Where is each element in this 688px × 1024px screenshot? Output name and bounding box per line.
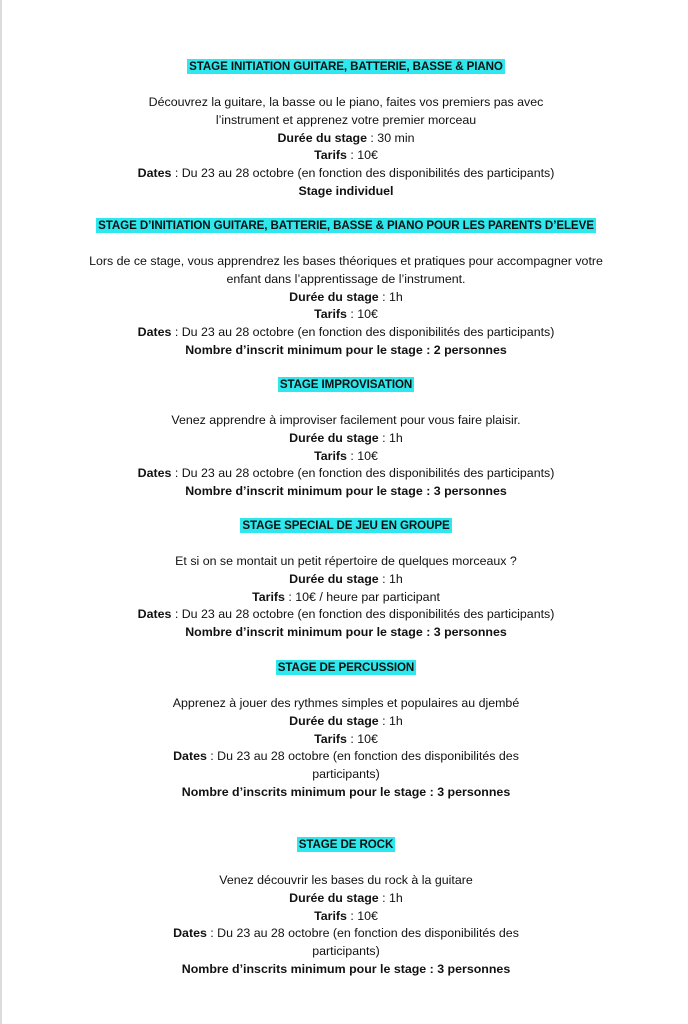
- duration-value: : 1h: [378, 713, 403, 728]
- section-title: STAGE D’INITIATION GUITARE, BATTERIE, BASSE & PIANO POUR LES PARENTS D’ELEVE: [98, 219, 594, 232]
- price-line: [2, 908, 688, 926]
- price-label: Tarifs: [314, 148, 347, 163]
- duration-line: [2, 130, 688, 148]
- note-line: [2, 961, 688, 979]
- price-label: Tarifs: [314, 448, 347, 463]
- description-line: l’instrument et apprenez votre premier morceau: [215, 112, 477, 127]
- section-group-play: [2, 516, 688, 642]
- section-body: [2, 872, 688, 979]
- note-line: [2, 624, 688, 642]
- price-line: [2, 589, 688, 607]
- dates-value: : Du 23 au 28 octobre (en fonction des disponibilités des participants): [171, 166, 555, 181]
- dates-line: [2, 606, 688, 624]
- price-line: [2, 306, 688, 324]
- section-body: [2, 695, 688, 802]
- dates-label: Dates: [173, 926, 207, 941]
- price-value: : 10€ / heure par participant: [284, 589, 440, 604]
- duration-line: [2, 571, 688, 589]
- section-title: STAGE SPECIAL DE JEU EN GROUPE: [242, 519, 450, 532]
- duration-value: : 1h: [378, 289, 403, 304]
- duration-label: Durée du stage: [289, 890, 379, 905]
- section-title: STAGE INITIATION GUITARE, BATTERIE, BASSE & PIANO: [189, 60, 503, 73]
- dates-label: Dates: [173, 749, 207, 764]
- section-body: [2, 553, 688, 642]
- section-parents: [2, 216, 688, 360]
- note-text: Nombre d’inscrit minimum pour le stage : 2 personnes: [185, 342, 507, 357]
- note-line: [2, 784, 688, 802]
- note-line: [2, 183, 688, 201]
- dates-line-continued: participants): [312, 944, 380, 959]
- dates-line: [2, 165, 688, 183]
- dates-value: : Du 23 au 28 octobre (en fonction des disponibilités des: [206, 926, 519, 941]
- duration-value: : 1h: [378, 890, 403, 905]
- section-body: [2, 94, 688, 201]
- duration-line: [2, 430, 688, 448]
- dates-label: Dates: [137, 325, 172, 340]
- price-line: [2, 731, 688, 749]
- section-rock: [2, 835, 688, 979]
- dates-label: Dates: [137, 466, 172, 481]
- dates-line: [2, 925, 688, 943]
- duration-value: : 1h: [378, 430, 403, 445]
- dates-value: : Du 23 au 28 octobre (en fonction des disponibilités des participants): [171, 607, 555, 622]
- section-improvisation: [2, 375, 688, 501]
- price-label: Tarifs: [314, 731, 347, 746]
- price-line: [2, 147, 688, 165]
- dates-line-continued: participants): [312, 767, 380, 782]
- duration-line: [2, 289, 688, 307]
- price-line: [2, 448, 688, 466]
- description-line: Découvrez la guitare, la basse ou le piano, faites vos premiers pas avec: [148, 95, 544, 109]
- dates-line: [2, 465, 688, 483]
- duration-label: Durée du stage: [277, 130, 367, 145]
- description-line: Et si on se montait un petit répertoire de quelques morceaux ?: [175, 554, 517, 568]
- description-line: enfant dans l’apprentissage de l’instrument.: [226, 271, 466, 286]
- section-body: [2, 253, 688, 360]
- description-line: Venez apprendre à improviser facilement pour vous faire plaisir.: [171, 413, 521, 427]
- dates-value: : Du 23 au 28 octobre (en fonction des disponibilités des participants): [171, 325, 555, 340]
- section-percussion: [2, 658, 688, 802]
- note-line: [2, 483, 688, 501]
- note-text: Nombre d’inscrits minimum pour le stage : 3 personnes: [181, 784, 511, 799]
- note-text: Nombre d’inscrits minimum pour le stage : 3 personnes: [181, 961, 511, 976]
- duration-value: : 1h: [378, 571, 403, 586]
- price-value: : 10€: [346, 148, 378, 163]
- dates-label: Dates: [137, 607, 172, 622]
- price-label: Tarifs: [314, 908, 347, 923]
- duration-label: Durée du stage: [289, 713, 379, 728]
- note-text: Nombre d’inscrit minimum pour le stage : 3 personnes: [185, 484, 507, 499]
- dates-label: Dates: [137, 166, 172, 181]
- note-text: Nombre d’inscrit minimum pour le stage : 3 personnes: [185, 625, 507, 640]
- price-label: Tarifs: [252, 589, 285, 604]
- duration-value: : 30 min: [366, 130, 415, 145]
- section-initiation: [2, 57, 688, 201]
- dates-line: [2, 324, 688, 342]
- price-value: : 10€: [346, 908, 378, 923]
- price-label: Tarifs: [314, 307, 347, 322]
- description-line: Lors de ce stage, vous apprendrez les bases théoriques et pratiques pour accompagner votre: [89, 254, 603, 268]
- note-line: [2, 342, 688, 360]
- duration-label: Durée du stage: [289, 430, 379, 445]
- duration-line: [2, 890, 688, 908]
- dates-line: [2, 748, 688, 766]
- description-line: Apprenez à jouer des rythmes simples et populaires au djembé: [172, 696, 520, 710]
- price-value: : 10€: [346, 307, 378, 322]
- duration-line: [2, 713, 688, 731]
- section-body: [2, 412, 688, 501]
- section-title: STAGE DE PERCUSSION: [277, 661, 415, 674]
- dates-value: : Du 23 au 28 octobre (en fonction des disponibilités des participants): [171, 466, 555, 481]
- price-value: : 10€: [346, 731, 378, 746]
- duration-label: Durée du stage: [289, 571, 379, 586]
- section-title: STAGE IMPROVISATION: [279, 378, 413, 391]
- section-title: STAGE DE ROCK: [298, 838, 394, 851]
- price-value: : 10€: [346, 448, 378, 463]
- dates-value: : Du 23 au 28 octobre (en fonction des disponibilités des: [206, 749, 519, 764]
- description-line: Venez découvrir les bases du rock à la guitare: [219, 873, 473, 887]
- duration-label: Durée du stage: [289, 289, 379, 304]
- note-text: Stage individuel: [298, 183, 394, 198]
